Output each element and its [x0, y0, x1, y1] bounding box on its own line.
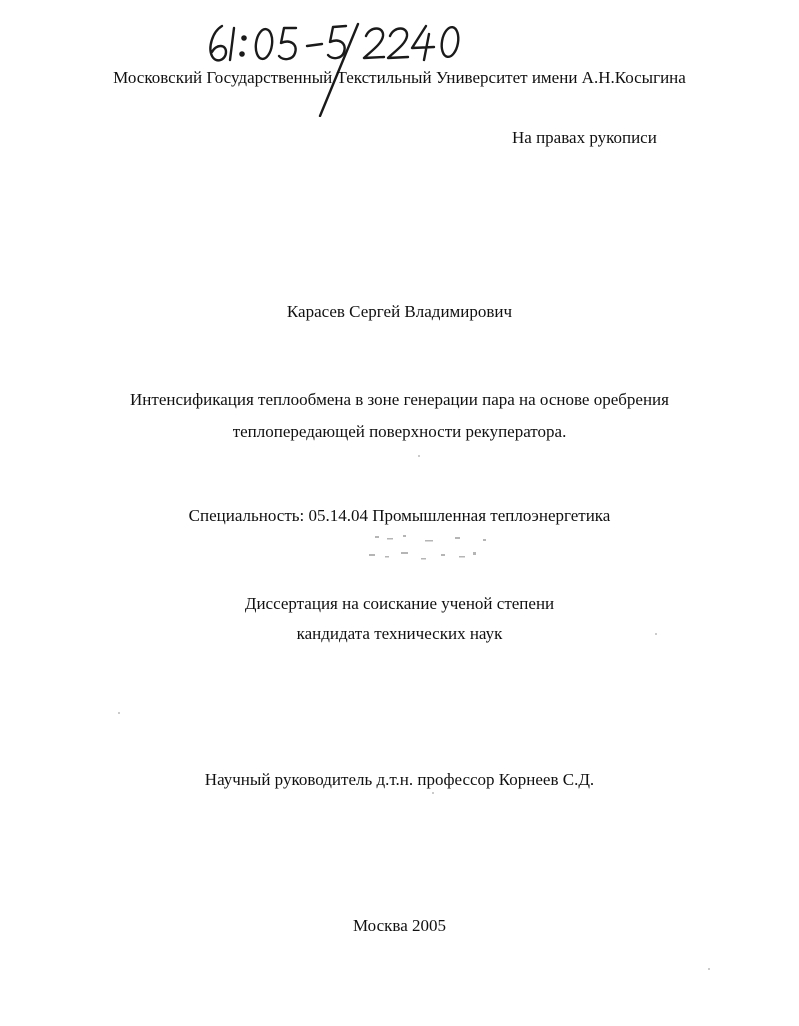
city-and-year: Москва 2005	[352, 916, 447, 935]
degree-line-2: кандидата технических наук	[296, 624, 503, 643]
rights-note: На правах рукописи	[512, 128, 657, 147]
author-name: Карасев Сергей Владимирович	[286, 302, 513, 321]
scan-speck	[655, 633, 657, 635]
university-name: Московский Государственный Текстильный Университет имени А.Н.Косыгина	[113, 68, 686, 87]
degree-line-1: Диссертация на соискание ученой степени	[244, 594, 555, 613]
handwritten-archive-number	[198, 12, 478, 117]
scan-speck	[118, 712, 120, 714]
dissertation-title-line-2: теплопередающей поверхности рекуператора.	[232, 422, 567, 441]
dissertation-title-line-1: Интенсификация теплообмена в зоне генерации пара на основе оребрения	[130, 390, 669, 409]
specialty: Специальность: 05.14.04 Промышленная теплоэнергетика	[188, 506, 611, 525]
faint-stamp-imprint	[355, 532, 500, 568]
scan-speck	[708, 968, 710, 970]
scientific-supervisor: Научный руководитель д.т.н. профессор Корнеев С.Д.	[204, 770, 595, 789]
scan-speck	[432, 792, 434, 794]
scan-speck	[418, 455, 420, 457]
